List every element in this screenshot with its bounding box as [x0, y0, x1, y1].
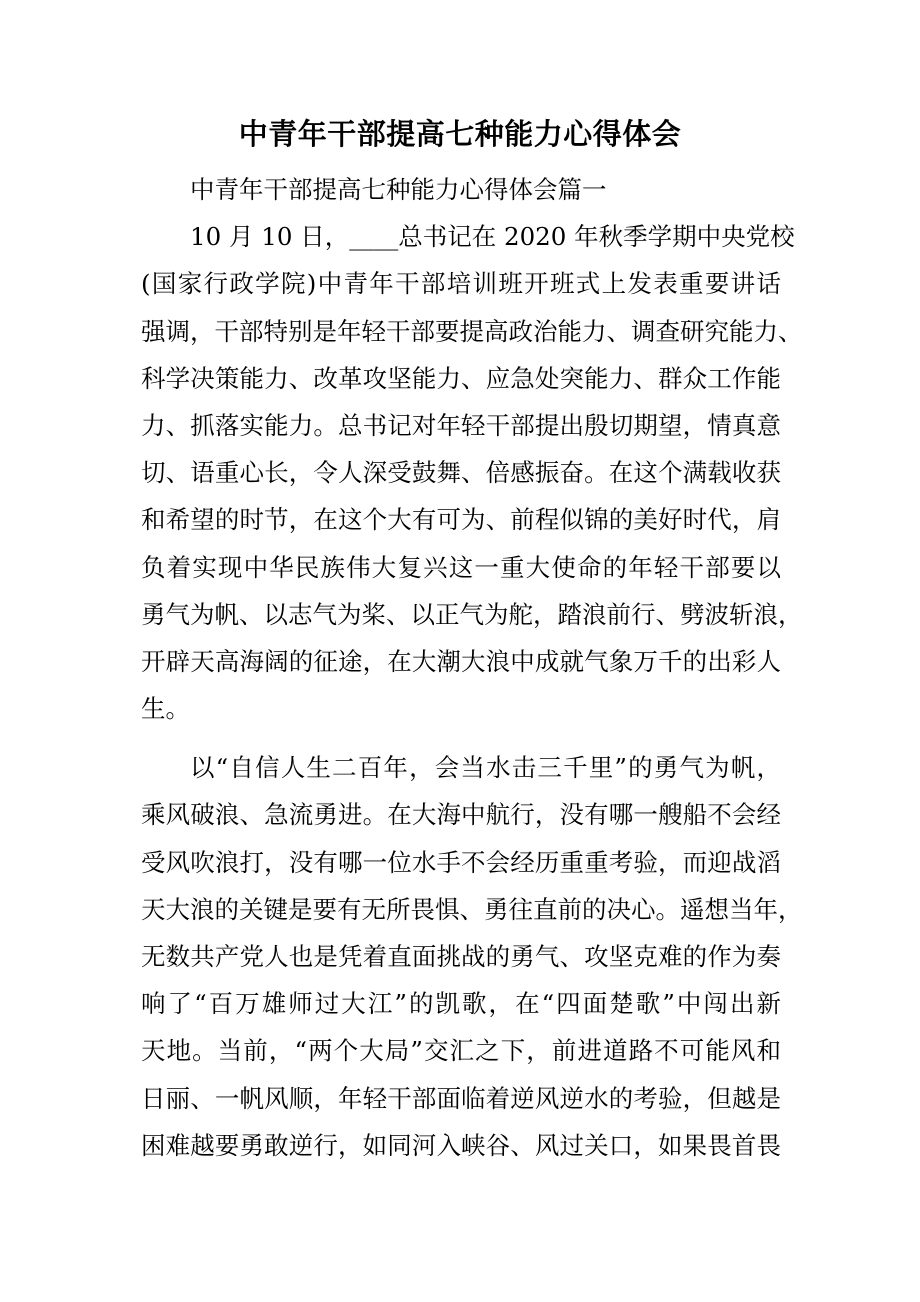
paragraph-line: 天地。当前，“两个大局”交汇之下，前进道路不可能风和 — [141, 1036, 781, 1066]
paragraph-line: 以“自信人生二百年，会当水击三千里”的勇气为帆， — [190, 753, 781, 783]
document-title: 中青年干部提高七种能力心得体会 — [238, 117, 682, 151]
paragraph-line: 响了“百万雄师过大江”的凯歌，在“四面楚歌”中闯出新 — [141, 989, 781, 1019]
paragraph-line: 和希望的时节，在这个大有可为、前程似锦的美好时代，肩 — [141, 505, 781, 535]
paragraph-line: 科学决策能力、改革攻坚能力、应急处突能力、群众工作能 — [141, 363, 781, 393]
paragraph-line: 困难越要勇敢逆行，如同河入峡谷、风过关口，如果畏首畏 — [141, 1130, 781, 1160]
paragraph-line: (国家行政学院)中青年干部培训班开班式上发表重要讲话 — [141, 269, 781, 299]
paragraph-line: 天大浪的关键是要有无所畏惧、勇往直前的决心。遥想当年， — [141, 894, 803, 924]
paragraph-line: 力、抓落实能力。总书记对年轻干部提出殷切期望，情真意 — [141, 410, 781, 440]
document-body — [141, 166, 803, 1169]
paragraph-line: 切、语重心长，令人深受鼓舞、倍感振奋。在这个满载收获 — [141, 458, 781, 488]
paragraph-line: 日丽、一帆风顺，年轻干部面临着逆风逆水的考验，但越是 — [141, 1083, 781, 1113]
paragraph-line: 受风吹浪打，没有哪一位水手不会经历重重考验，而迎战滔 — [141, 847, 781, 877]
paragraph-2 — [141, 744, 803, 1169]
paragraph-1 — [141, 213, 803, 732]
paragraph-line: 强调，干部特别是年轻干部要提高政治能力、调查研究能力、 — [141, 316, 803, 346]
paragraph-line: 负着实现中华民族伟大复兴这一重大使命的年轻干部要以 — [141, 552, 781, 582]
paragraph-line: 10 月 10 日，____总书记在 2020 年秋季学期中央党校 — [190, 222, 795, 252]
paragraph-line: 乘风破浪、急流勇进。在大海中航行，没有哪一艘船不会经 — [141, 800, 781, 830]
paragraph-spacer — [141, 732, 781, 744]
paragraph-line: 无数共产党人也是凭着直面挑战的勇气、攻坚克难的作为奏 — [141, 942, 781, 971]
paragraph-line: 勇气为帆、以志气为桨、以正气为舵，踏浪前行、劈波斩浪， — [141, 599, 803, 629]
paragraph-line: 生。 — [141, 694, 190, 724]
paragraph-line: 开辟天高海阔的征途，在大潮大浪中成就气象万千的出彩人 — [141, 646, 781, 676]
section-heading: 中青年干部提高七种能力心得体会篇一 — [190, 175, 607, 204]
